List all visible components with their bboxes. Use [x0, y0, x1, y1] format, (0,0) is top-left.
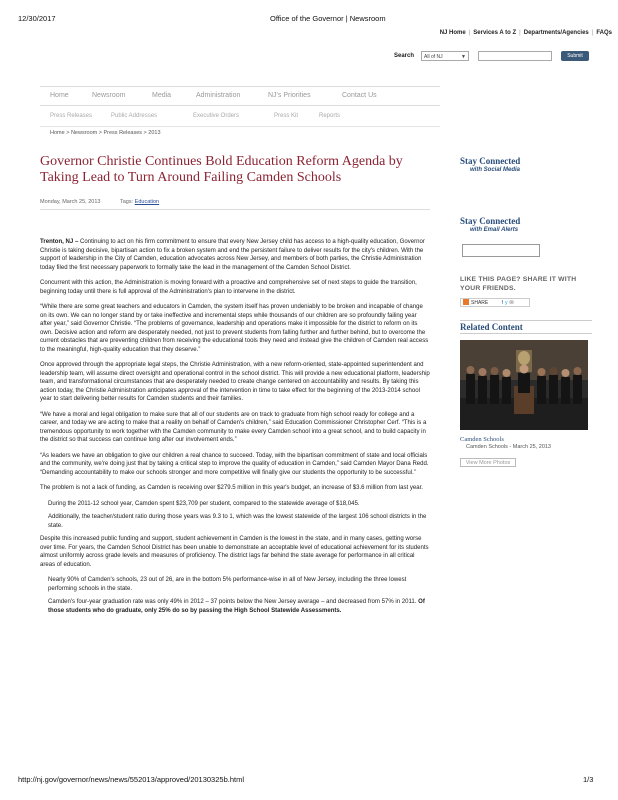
- nav-home[interactable]: Home: [50, 92, 69, 99]
- subnav-press-kit[interactable]: Press Kit: [274, 113, 299, 119]
- nav-newsroom[interactable]: Newsroom: [92, 92, 126, 99]
- main-nav: [40, 86, 440, 106]
- print-date: 12/30/2017: [18, 14, 56, 23]
- chevron-down-icon: ▼: [461, 54, 466, 60]
- paragraph: Once approved through the appropriate legal steps, the Christie Administration, with a new reform-oriented, state-appointed superintendent and leadership team, will assume direct oversight and operational control in the school district. This will provide a new educational platform, leadership team, and transformational circumstances that are desperately needed to create change centered on accountability and results. By taking this action today, the Christie Administration anticipates approval of the intervention in time to take effect for the beginning of the 2013-2014 school year to start delivering better results for Camden students and their families.: [40, 362, 430, 402]
- paragraph: “While there are some great teachers and educators in Camden, the system itself has proven undeniably to be broken and incapable of change on its own. We can no longer stand by or take ineffective and incremental steps while thousands of our children are so profoundly failing year after year,” said Governor Christie. “The problems of governance, leadership and operations make it impossible for the district to reform on its own. Decisive action and reform are desperately needed, not just to prevent students from falling further and further behind, but to overcome the current obstacles that are preventing children from receiving the educational tools they need and instead give the children of Camden real access to the meaningful, high-quality education that they deserve.”: [40, 304, 429, 353]
- twitter-icon: y: [505, 300, 508, 306]
- top-link-services[interactable]: Services A to Z: [473, 30, 517, 36]
- article-title: Governor Christie Continues Bold Education Reform Agenda by Taking Lead to Turn Around Failing Camden Schools: [40, 154, 403, 185]
- share-prompt: LIKE THIS PAGE? SHARE IT WITH YOUR FRIENDS.: [460, 276, 577, 292]
- top-link-nj-home[interactable]: NJ Home: [439, 30, 466, 36]
- breadcrumb[interactable]: Home > Newsroom > Press Releases > 2013: [50, 130, 161, 136]
- search-scope-select[interactable]: All of NJ ▼: [421, 51, 469, 61]
- nav-administration[interactable]: Administration: [196, 92, 241, 99]
- photo-caption-link[interactable]: Camden Schools: [460, 436, 504, 443]
- stay-connected-email-title: Stay Connected: [460, 216, 521, 226]
- dateline: Trenton, NJ –: [40, 239, 79, 245]
- subnav-executive-orders[interactable]: Executive Orders: [193, 113, 240, 119]
- social-media-subtitle: with Social Media: [470, 167, 521, 173]
- paragraph: During the 2011-12 school year, Camden spent $23,709 per student, compared to the statewide average of $18,045.: [48, 500, 360, 507]
- nav-media[interactable]: Media: [152, 92, 172, 99]
- paragraph: Despite this increased public funding and support, student achievement in Camden is the lowest in the state, and in many cases, getting worse over time. For years, the Camden School District has been unable to demonstrate an acceptable level of educational achievement for its students almost uniformly across grade levels and measures of proficiency. The district lags far behind the state average for performance in all critical areas of education.: [40, 536, 429, 568]
- tags-label: Tags:: [119, 199, 134, 205]
- top-link-faqs[interactable]: FAQs: [596, 30, 612, 36]
- article-date: Monday, March 25, 2013: [40, 199, 101, 205]
- photo-illustration: [460, 340, 588, 430]
- paragraph: Concurrent with this action, the Administration is moving forward with a proactive and comprehensive set of next steps to guide the transition, beginning today until there is full approval of the Administration's plan to intervene in the district.: [40, 280, 417, 295]
- paragraph: Camden's four-year graduation rate was only 49% in 2012 – 37 points below the New Jersey average – and decreased from 57% in 2011. Of those students who do graduate, only 25% do so by passing the High School Statewide Assessments.: [48, 599, 425, 614]
- print-page-number: 1/3: [583, 775, 594, 784]
- paragraph: Additionally, the teacher/student ratio during those years was 9.3 to 1, which was the lowest statewide of the largest 106 school districts in the state.: [48, 514, 427, 529]
- top-link-departments[interactable]: Departments/Agencies: [523, 30, 589, 36]
- nav-contact[interactable]: Contact Us: [342, 92, 377, 99]
- search-submit-button[interactable]: Submit: [561, 51, 589, 61]
- print-title: Office of the Governor | Newsroom: [270, 14, 386, 23]
- photo-caption-date: Camden Schools - March 25, 2013: [466, 444, 551, 450]
- article-meta: [40, 199, 159, 205]
- subnav-press-releases[interactable]: Press Releases: [50, 113, 93, 119]
- related-photo[interactable]: [460, 340, 588, 430]
- paragraph: “We have a moral and legal obligation to make sure that all of our students are on track to graduate from high school ready for college and a career, and today we are acting to make that a reality on behalf of Camden's children,” said Education Commissioner Christopher Cerf. “This is a tremendous opportunity to work together with the Camden community to make every Camden school into a great school, and to build capacity in the district so that success can continue long after our involvement ends.”: [40, 411, 427, 443]
- print-url: http://nj.gov/governor/news/news/552013/approved/20130325b.html: [18, 775, 244, 784]
- divider: [460, 320, 592, 321]
- share-button[interactable]: SHARE f y ✉: [460, 298, 530, 307]
- view-more-photos-button[interactable]: View More Photos: [460, 458, 516, 467]
- search-label: Search: [394, 53, 415, 59]
- tag-link[interactable]: Education: [134, 199, 160, 205]
- divider: [460, 333, 592, 334]
- paragraph: The problem is not a lack of funding, as Camden is receiving over $279.5 million in this year's budget, an increase of $3.6 million from last year.: [40, 485, 423, 491]
- top-links: NJ Home | Services A to Z | Departments/Agencies | FAQs: [439, 30, 612, 36]
- email-icon: ✉: [509, 300, 514, 306]
- social-icons: f: [501, 300, 504, 306]
- divider: [40, 209, 430, 210]
- related-content-title: Related Content: [460, 322, 523, 332]
- nav-priorities[interactable]: NJ's Priorities: [268, 92, 311, 99]
- paragraph: Trenton, NJ – Continuing to act on his firm commitment to ensure that every New Jersey child has access to a high-quality education, Governor Christie is taking decisive, bipartisan action to fix a broken system and end the persistent failure to deliver results for the city's children. With the support of leadership in the City of Camden, education advocates across New Jersey, and members of both parties, the Christie Administration today filed the first necessary paperwork to formally take the lead in the management of the Camden School District.: [40, 239, 425, 271]
- divider: [40, 126, 440, 127]
- email-alerts-subtitle: with Email Alerts: [470, 227, 519, 233]
- article-body: [40, 238, 430, 620]
- email-input[interactable]: [462, 244, 540, 257]
- search-input[interactable]: [478, 51, 552, 61]
- subnav-reports[interactable]: Reports: [319, 113, 341, 119]
- stay-connected-social-title: Stay Connected: [460, 156, 521, 166]
- paragraph: Nearly 90% of Camden's schools, 23 out of 26, are in the bottom 5% performance-wise in all of New Jersey, including the three lowest performing schools in the state.: [48, 577, 407, 592]
- share-icon: [463, 299, 469, 305]
- subnav-public-addresses[interactable]: Public Addresses: [111, 113, 158, 119]
- paragraph: “As leaders we have an obligation to give our children a real chance to succeed. Today, with the bipartisan commitment of state and local officials and the community, we're doing just that by taking a critical step to improve the quality of education in Camden,” said Camden Mayor Dana Redd. “Demanding accountability to make our schools stronger and more competitive will finally give our students the opportunity to be successful.”: [40, 452, 429, 476]
